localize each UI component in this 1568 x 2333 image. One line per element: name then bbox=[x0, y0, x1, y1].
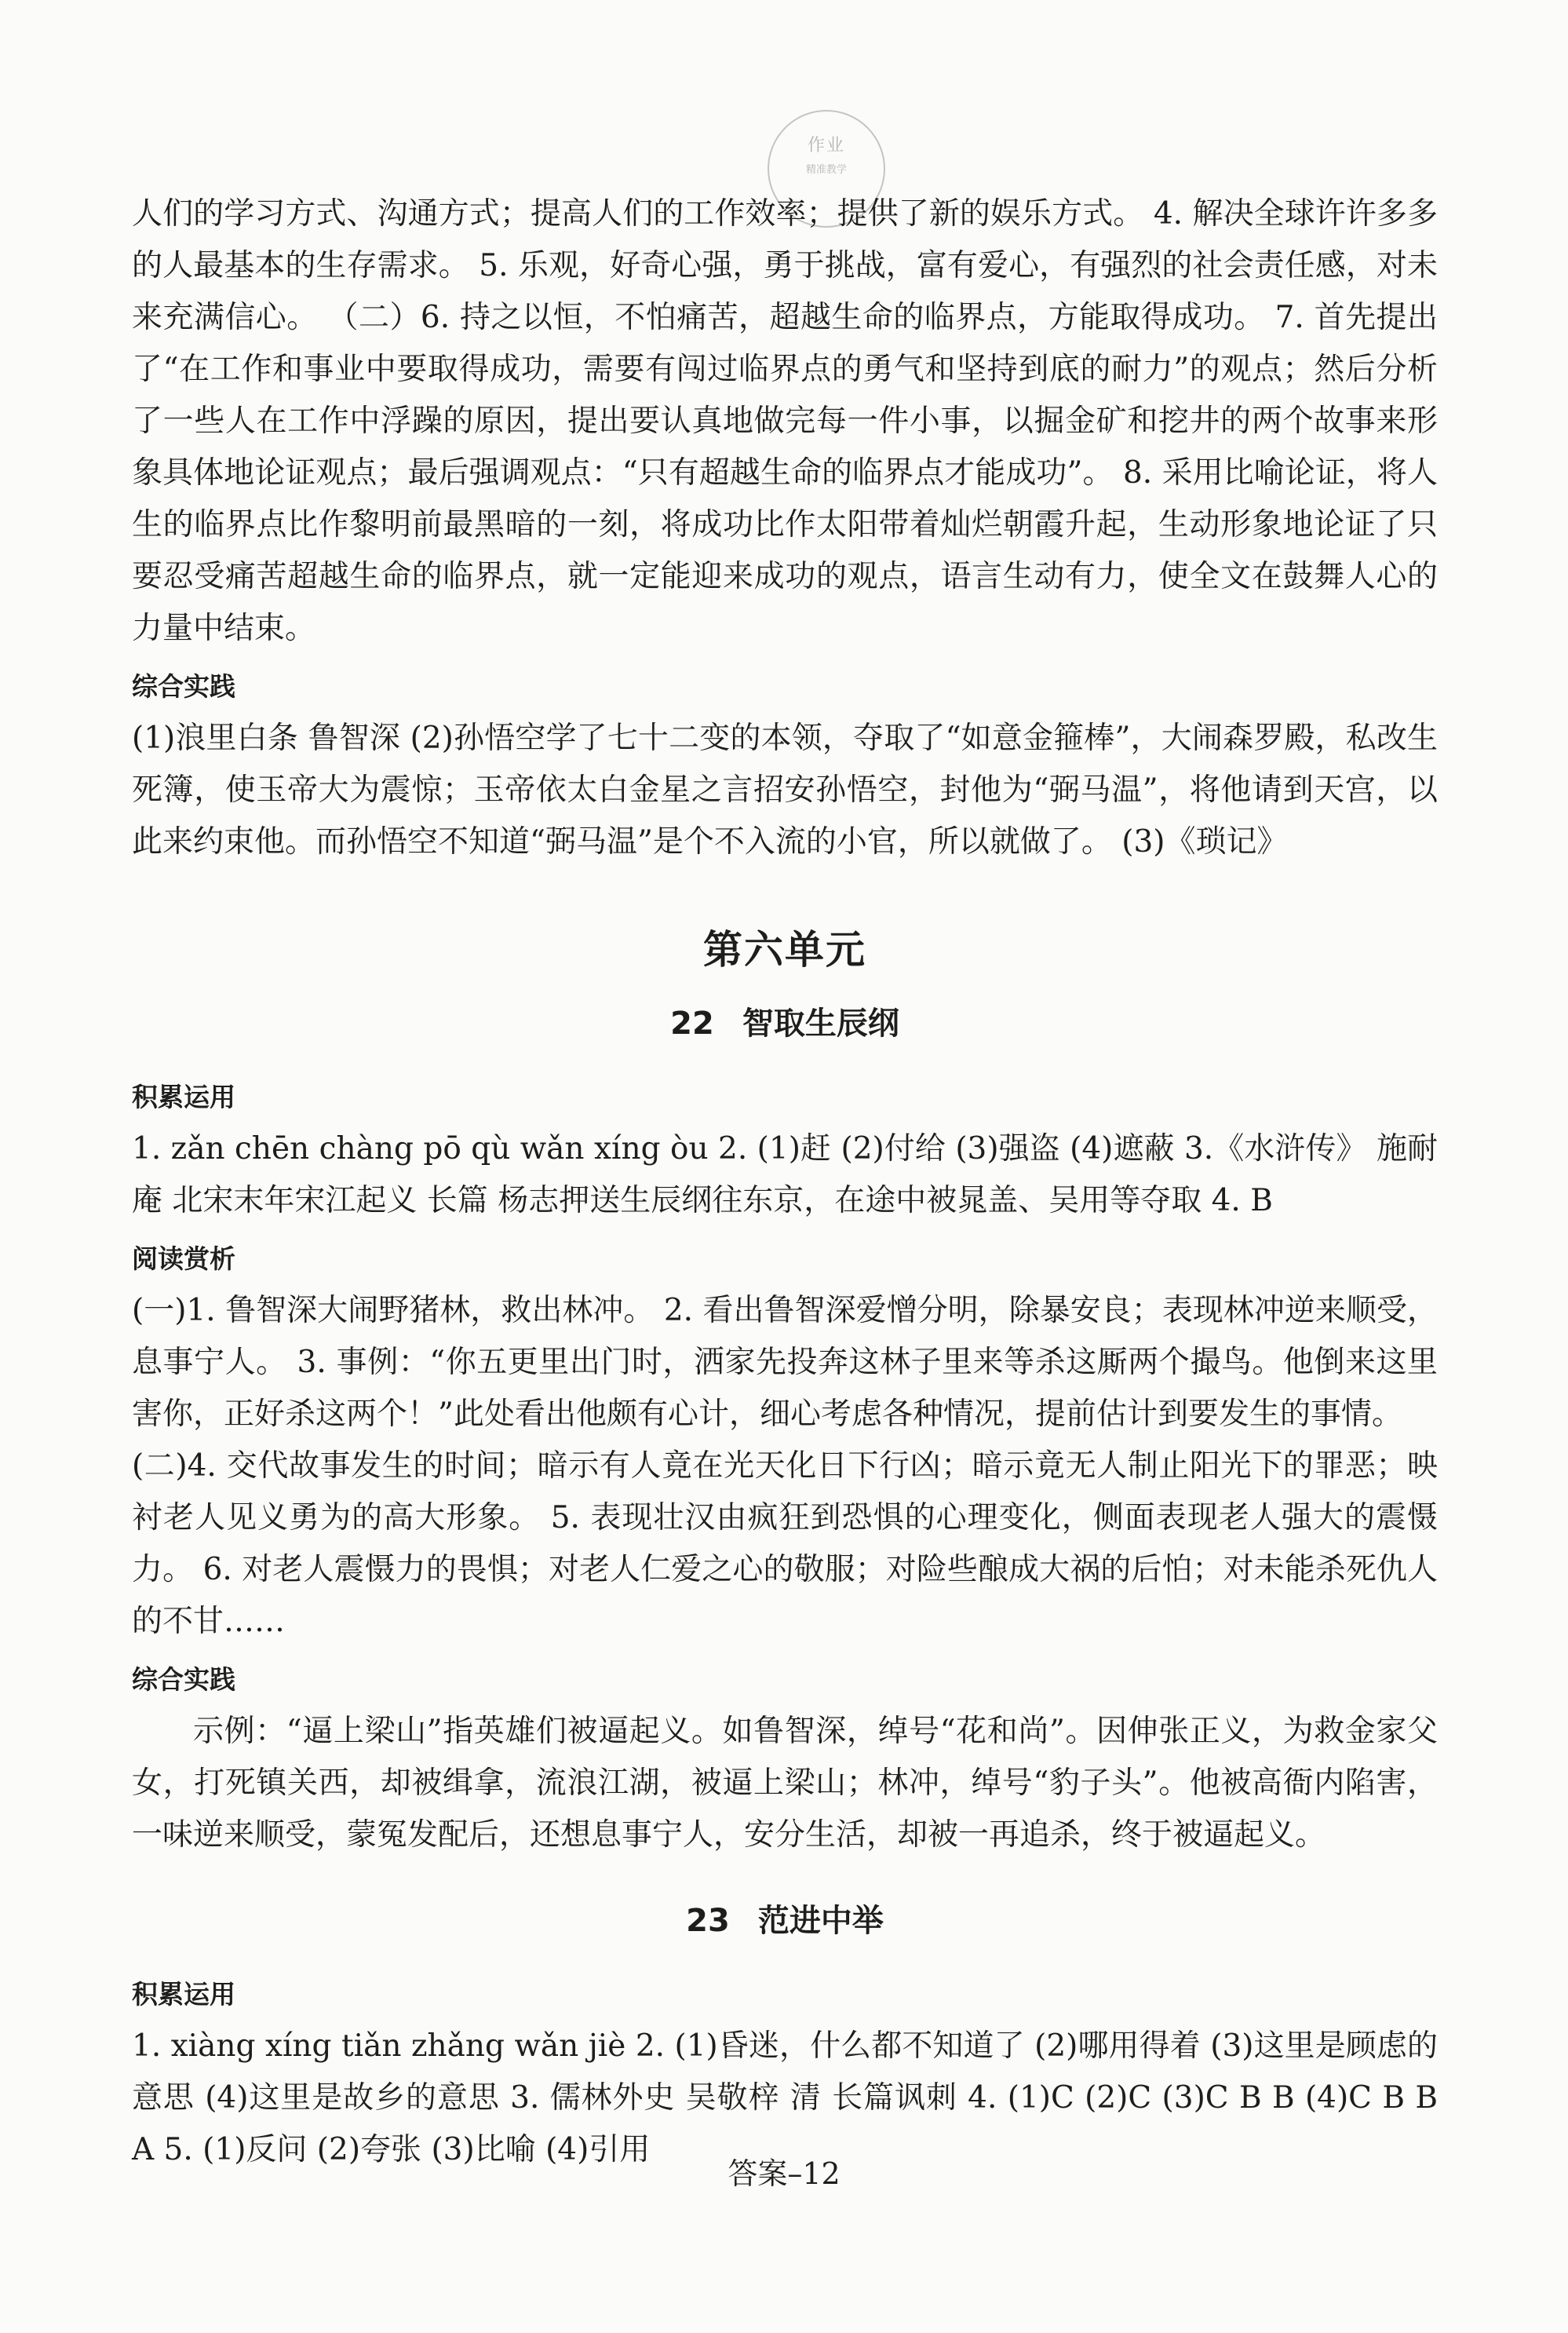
paragraph-reading-part2: (二)4. 交代故事发生的时间；暗示有人竟在光天化日下行凶；暗示竟无人制止阳光下的罪恶；映衬老人见义勇为的高大形象。 5. 表现壮汉由疯狂到恐惧的心理变化，侧面表现老人强大的震慑力。 6. 对老人震慑力的畏惧；对老人仁爱之心的敬服；对险些酿成大祸的后怕；对未能杀死仇人的不甘…… bbox=[132, 1448, 1438, 1639]
paragraph-accumulation-answers: 1. xiàng xíng tiǎn zhǎng wǎn jiè 2. (1)昏迷，什么都不知道了 (2)哪用得着 (3)这里是顾虑的意思 (4)这里是故乡的意思 3. 儒林外史 吴敬梓 清 长篇讽刺 4. (1)C (2)C (3)C B B (4)C B B A 5. (1)反问 (2)夸张 (3)比喻 (4)引用 bbox=[132, 2028, 1438, 2167]
section-heading-reading: 阅读赏析 bbox=[132, 1243, 235, 1274]
lesson-name: 智取生辰纲 bbox=[742, 1006, 899, 1042]
unit-title: 第六单元 bbox=[703, 927, 866, 973]
page-number: 答案–12 bbox=[727, 2156, 841, 2191]
lesson-23-title bbox=[132, 1896, 1438, 1941]
section-heading-practice: 综合实践 bbox=[132, 671, 235, 702]
stamp-subtext: 精准教学 bbox=[805, 164, 847, 176]
stamp-text: 作业 bbox=[807, 136, 845, 155]
section-heading-practice: 综合实践 bbox=[132, 1664, 235, 1695]
paragraph-practice-answers: (1)浪里白条 鲁智深 (2)孙悟空学了七十二变的本领，夺取了“如意金箍棒”，大闹森罗殿，私改生死簿，使玉帝大为震惊；玉帝依太白金星之言招安孙悟空，封他为“弼马温”，将他请到天宫，以此来约束他。而孙悟空不知道“弼马温”是个不入流的小官，所以就做了。 (3)《琐记》 bbox=[132, 721, 1438, 860]
answer-content bbox=[132, 188, 1438, 2176]
lesson-name: 范进中举 bbox=[757, 1903, 884, 1939]
section-heading-accumulation: 积累运用 bbox=[132, 1082, 235, 1112]
paragraph-accumulation-answers: 1. zǎn chēn chàng pō qù wǎn xíng òu 2. (1)赶 (2)付给 (3)强盗 (4)遮蔽 3.《水浒传》 施耐庵 北宋末年宋江起义 长篇 杨志押送生辰纲往东京，在途中被晁盖、吴用等夺取 4. B bbox=[132, 1131, 1438, 1218]
paragraph-reading-part1: (一)1. 鲁智深大闹野猪林，救出林冲。 2. 看出鲁智深爱憎分明，除暴安良；表现林冲逆来顺受，息事宁人。 3. 事例：“你五更里出门时，洒家先投奔这林子里来等杀这厮两个撮鸟。他倒来这里害你，正好杀这两个！”此处看出他颇有心计，细心考虑各种情况，提前估计到要发生的事情。 bbox=[132, 1293, 1438, 1432]
paragraph-top-answers: 人们的学习方式、沟通方式；提高人们的工作效率；提供了新的娱乐方式。 4. 解决全球许许多多的人最基本的生存需求。 5. 乐观，好奇心强，勇于挑战，富有爱心，有强烈的社会责任感，对未来充满信心。 （二）6. 持之以恒，不怕痛苦，超越生命的临界点，方能取得成功。 7. 首先提出了“在工作和事业中要取得成功，需要有闯过临界点的勇气和坚持到底的耐力”的观点；然后分析了一些人在工作中浮躁的原因，提出要认真地做完每一件小事，以掘金矿和挖井的两个故事来形象具体地论证观点；最后强调观点：“只有超越生命的临界点才能成功”。 8. 采用比喻论证，将人生的临界点比作黎明前最黑暗的一刻，将成功比作太阳带着灿烂朝霞升起，生动形象地论证了只要忍受痛苦超越生命的临界点，就一定能迎来成功的观点，语言生动有力，使全文在鼓舞人心的力量中结束。 bbox=[132, 196, 1438, 646]
paragraph-practice-example: 示例：“逼上梁山”指英雄们被逼起义。如鲁智深，绰号“花和尚”。因伸张正义，为救金家父女，打死镇关西，却被缉拿，流浪江湖，被逼上梁山；林冲，绰号“豹子头”。他被高衙内陷害，一味逆来顺受，蒙冤发配后，还想息事宁人，安分生活，却被一再追杀，终于被逼起义。 bbox=[132, 1714, 1438, 1853]
lesson-number: 23 bbox=[686, 1903, 730, 1939]
section-heading-accumulation: 积累运用 bbox=[132, 1979, 235, 2010]
lesson-22-title bbox=[132, 999, 1438, 1043]
lesson-number: 22 bbox=[670, 1006, 714, 1042]
